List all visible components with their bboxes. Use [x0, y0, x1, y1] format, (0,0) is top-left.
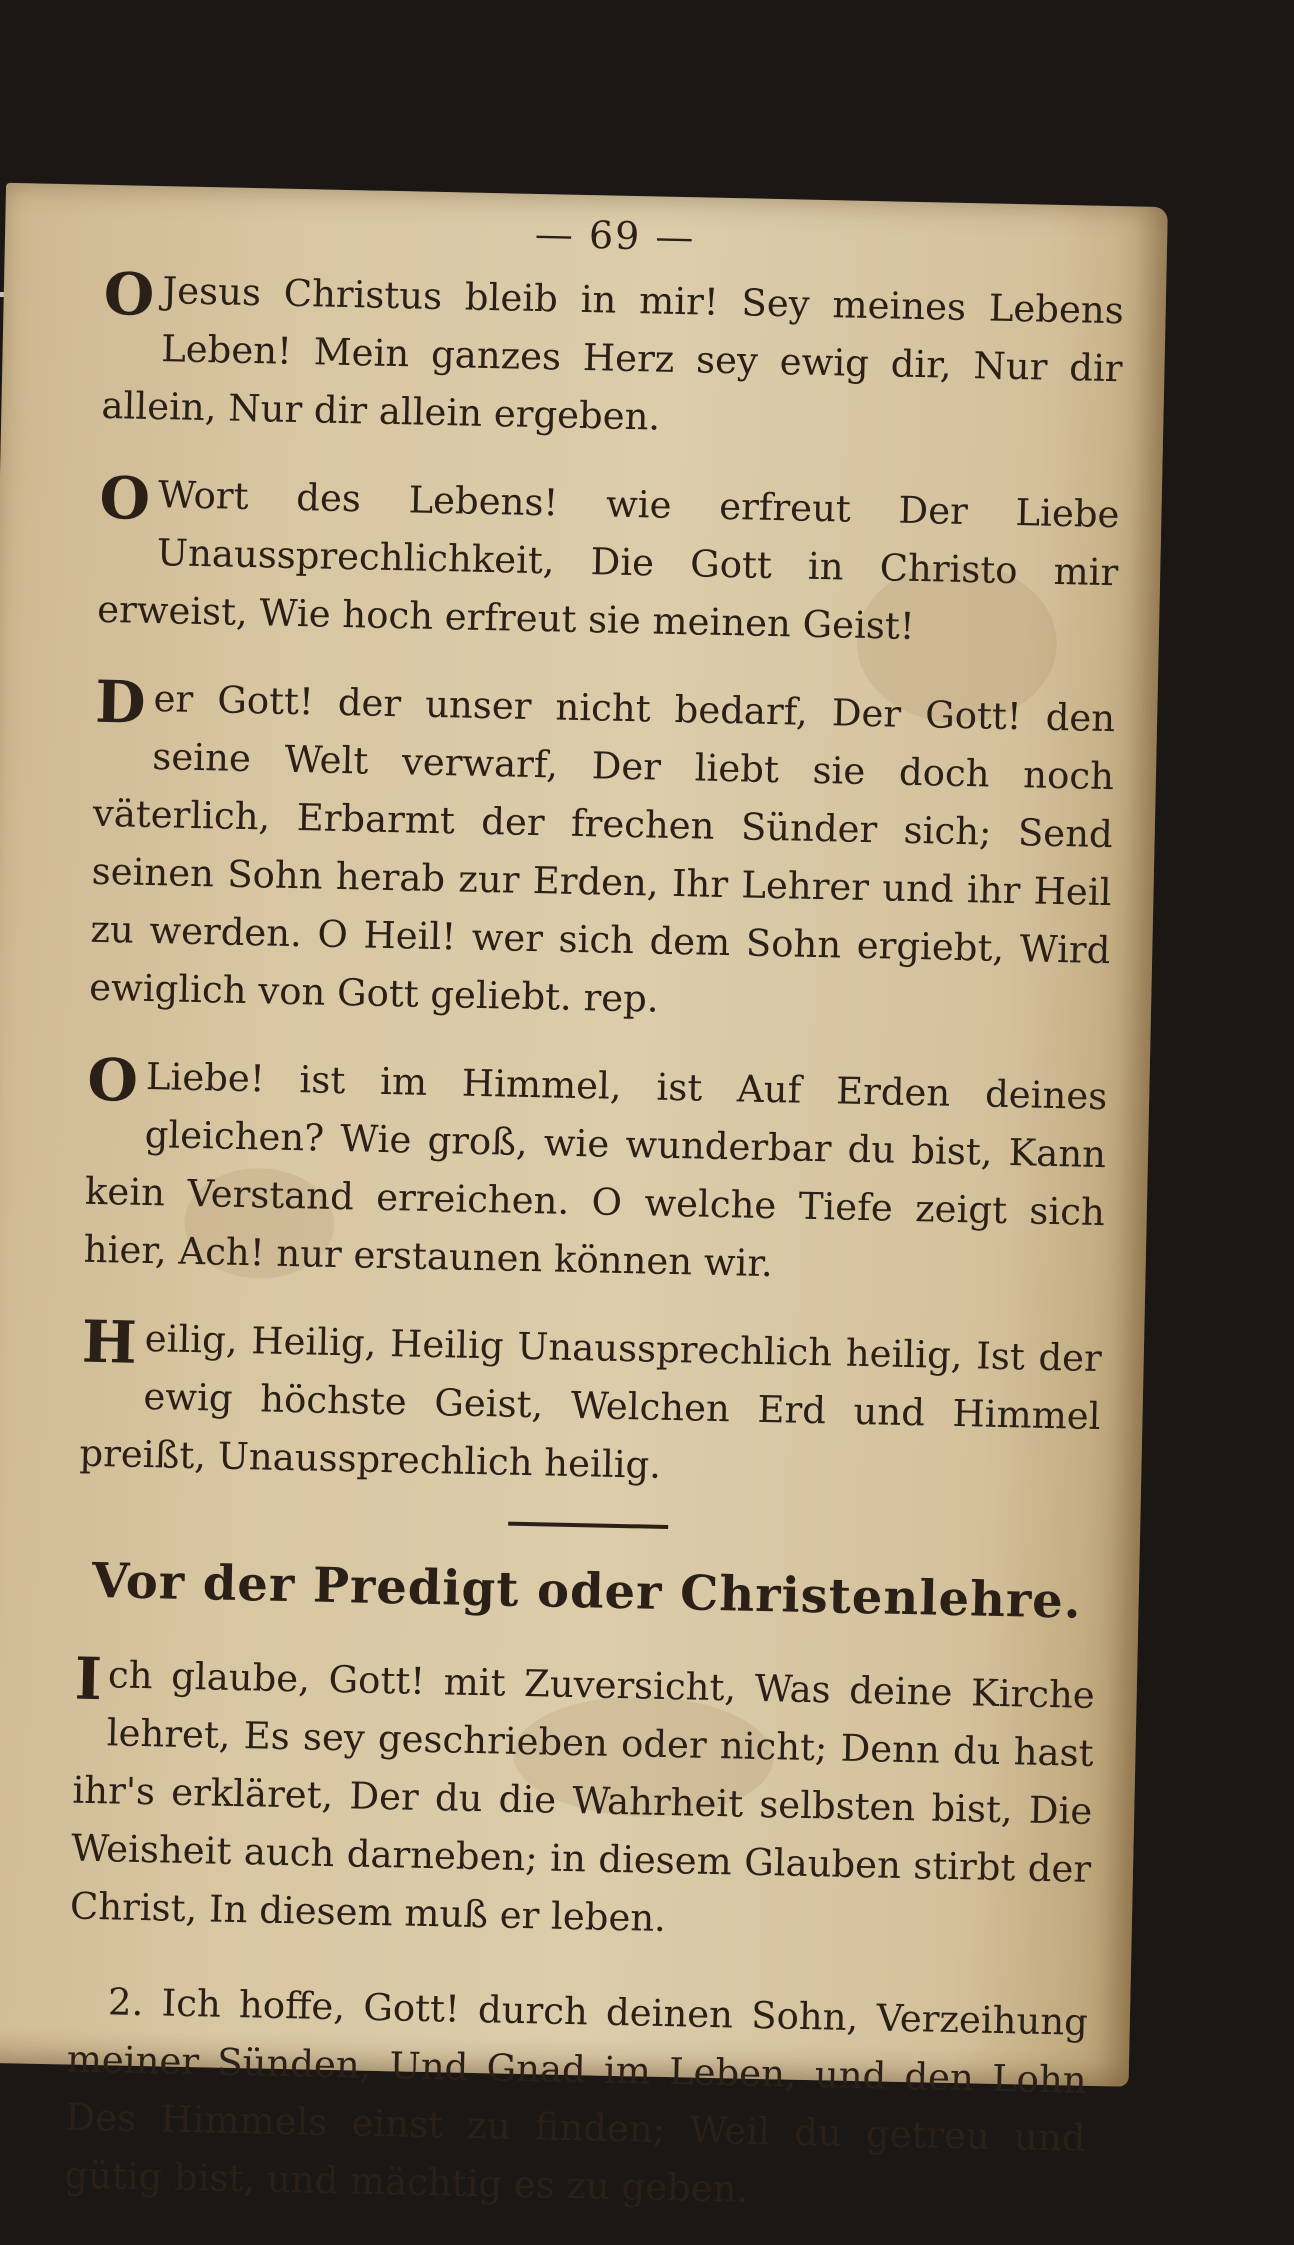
- stanza-text: eilig, Heilig, Heilig Unaussprechlich heilig, Ist der ewig höchste Geist, Welchen Erd und Himmel preißt, Unaussprechlich heilig.: [79, 1316, 1103, 1487]
- initial-letter: I: [74, 1644, 103, 1714]
- stanza-3: [89, 669, 1116, 1038]
- page-content: [64, 203, 1126, 2232]
- section-heading: Vor der Predigt oder Christenlehre.: [91, 1552, 1083, 1630]
- verse-number: 2.: [107, 1980, 144, 2025]
- page-number: — 69 —: [534, 211, 696, 260]
- verse-1: [69, 1646, 1095, 1957]
- verse-text: ch glaube, Gott! mit Zuversicht, Was deine Kirche lehret, Es sey geschrieben oder nicht; Denn du hast ihr's erkläret, Der du die Wahrheit selbsten bist, Die Weisheit auch darneben; in diesem Glauben stirbt der Christ, In diesem muß er leben.: [69, 1653, 1096, 1941]
- initial-letter: O: [98, 463, 151, 533]
- initial-letter: O: [103, 259, 156, 329]
- stanza-text: er Gott! der unser nicht bedarf, Der Gott! den seine Welt verwarf, Der liebt sie doch noch väterlich, Erbarmt der frechen Sünder sich; Send seinen Sohn herab zur Erden, Ihr Lehrer und ihr Heil zu werden. O Heil! wer sich dem Sohn ergiebt, Wird ewiglich von Gott geliebt. rep.: [88, 677, 1116, 1021]
- divider-rule: [508, 1522, 668, 1529]
- stanza-1: [101, 261, 1124, 456]
- book-page: [0, 183, 1168, 2211]
- initial-letter: O: [86, 1045, 139, 1115]
- verse-text: Ich hoffe, Gott! durch deinen Sohn, Verzeihung meiner Sünden, Und Gnad im Leben, und den Lohn Des Himmels einst zu finden; Weil du getreu und gütig bist, und mächtig es zu geben.: [63, 1981, 1089, 2211]
- stanza-text: Jesus Christus bleib in mir! Sey meines Lebens Leben! Mein ganzes Herz sey ewig dir, Nur dir allein, Nur dir allein ergeben.: [101, 269, 1125, 439]
- initial-letter: H: [81, 1307, 138, 1377]
- verse-2: [64, 1973, 1089, 2226]
- initial-letter: D: [94, 667, 147, 737]
- stanza-text: Liebe! ist im Himmel, ist Auf Erden deines gleichen? Wie groß, wie wunderbar du bist, Kann kein Verstand erreichen. O welche Tiefe zeigt sich hier, Ach! nur erstaunen können wir.: [83, 1054, 1108, 1286]
- stanza-5: [79, 1309, 1102, 1504]
- stanza-2: [97, 465, 1120, 660]
- stanza-text: Wort des Lebens! wie erfreut Der Liebe Unaussprechlichkeit, Die Gott in Christo mir erweist, Wie hoch erfreut sie meinen Geist!: [96, 473, 1120, 648]
- stanza-4: [83, 1047, 1108, 1300]
